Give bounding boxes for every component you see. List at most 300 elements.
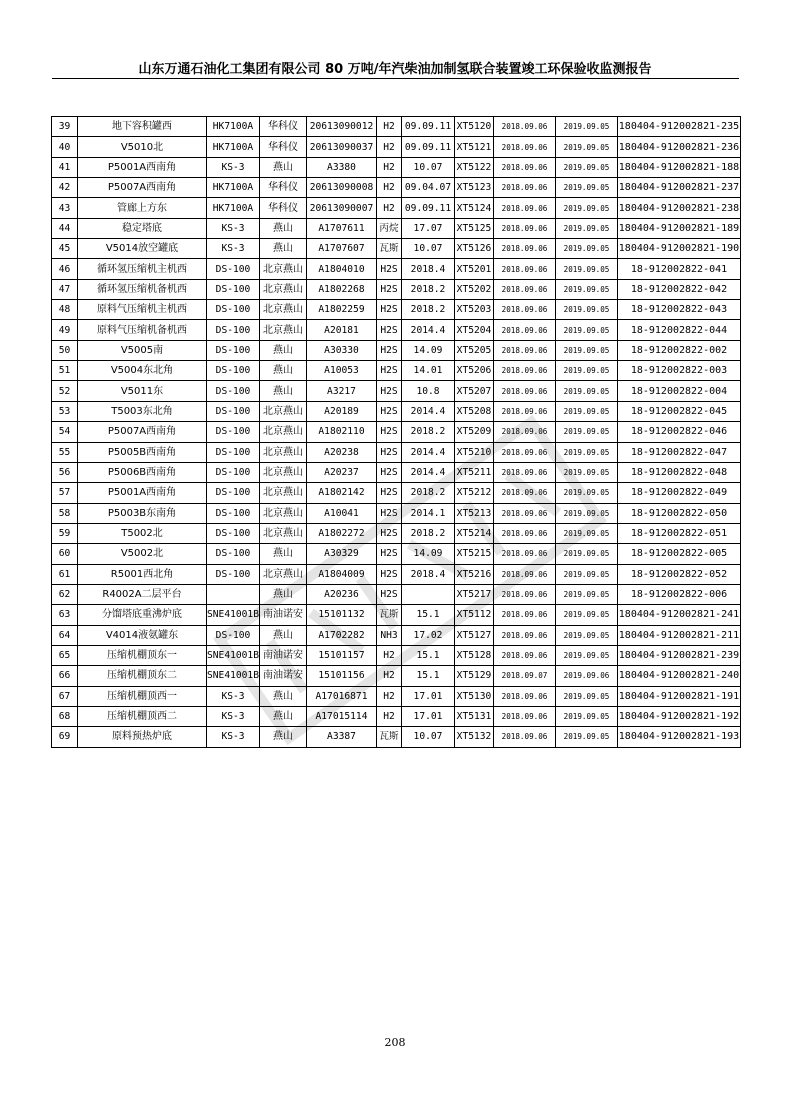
certificate-number-cell: 18-912002822-004 [618, 381, 741, 401]
certificate-number-cell: 18-912002822-002 [618, 340, 741, 360]
monitor-location-cell: P5007A西南角 [78, 178, 207, 198]
gas-type-cell: H2S [377, 340, 402, 360]
row-number-cell: 65 [52, 645, 78, 665]
detector-model-cell: KS-3 [207, 686, 260, 706]
gas-type-cell: H2S [377, 442, 402, 462]
serial-number-cell: A1802110 [307, 422, 377, 442]
gas-type-cell: H2 [377, 686, 402, 706]
monitor-location-cell: V5005南 [78, 340, 207, 360]
tag-number-cell: XT5120 [455, 117, 494, 137]
calibration-date-cell: 2018.09.06 [494, 401, 556, 421]
tag-number-cell: XT5201 [455, 259, 494, 279]
certificate-number-cell: 180404-912002821-190 [618, 239, 741, 259]
manufacture-date-cell: 10.07 [402, 239, 455, 259]
monitor-location-cell: 循环氢压缩机主机西 [78, 259, 207, 279]
manufacture-date-cell: 15.1 [402, 666, 455, 686]
valid-until-cell: 2019.09.05 [556, 422, 618, 442]
detector-model-cell: DS-100 [207, 279, 260, 299]
manufacturer-cell: 北京燕山 [260, 442, 307, 462]
table-row [52, 462, 741, 482]
serial-number-cell: A3387 [307, 727, 377, 747]
gas-type-cell: H2S [377, 381, 402, 401]
manufacturer-cell: 北京燕山 [260, 564, 307, 584]
monitor-location-cell: 原料气压缩机备机西 [78, 320, 207, 340]
valid-until-cell: 2019.09.05 [556, 300, 618, 320]
detector-model-cell: DS-100 [207, 442, 260, 462]
valid-until-cell: 2019.09.05 [556, 178, 618, 198]
monitor-location-cell: 稳定塔底 [78, 218, 207, 238]
tag-number-cell: XT5126 [455, 239, 494, 259]
detector-model-cell: DS-100 [207, 259, 260, 279]
table-row [52, 564, 741, 584]
manufacture-date-cell: 2018.2 [402, 523, 455, 543]
monitor-location-cell: 分馏塔底重沸炉底 [78, 605, 207, 625]
row-number-cell: 47 [52, 279, 78, 299]
table-row [52, 605, 741, 625]
detector-model-cell: DS-100 [207, 320, 260, 340]
certificate-number-cell: 180404-912002821-240 [618, 666, 741, 686]
calibration-date-cell: 2018.09.06 [494, 483, 556, 503]
gas-type-cell: H2S [377, 544, 402, 564]
monitor-location-cell: 压缩机棚顶西一 [78, 686, 207, 706]
row-number-cell: 46 [52, 259, 78, 279]
certificate-number-cell: 18-912002822-045 [618, 401, 741, 421]
detector-model-cell: KS-3 [207, 218, 260, 238]
manufacturer-cell: 华科仪 [260, 117, 307, 137]
certificate-number-cell: 180404-912002821-193 [618, 727, 741, 747]
detector-model-cell: SNE41001B [207, 605, 260, 625]
manufacture-date-cell: 14.09 [402, 340, 455, 360]
tag-number-cell: XT5216 [455, 564, 494, 584]
certificate-number-cell: 180404-912002821-191 [618, 686, 741, 706]
manufacturer-cell: 北京燕山 [260, 422, 307, 442]
serial-number-cell: A10041 [307, 503, 377, 523]
tag-number-cell: XT5121 [455, 137, 494, 157]
tag-number-cell: XT5214 [455, 523, 494, 543]
manufacturer-cell: 北京燕山 [260, 259, 307, 279]
detector-model-cell: KS-3 [207, 706, 260, 726]
tag-number-cell: XT5215 [455, 544, 494, 564]
tag-number-cell: XT5204 [455, 320, 494, 340]
certificate-number-cell: 18-912002822-046 [618, 422, 741, 442]
calibration-date-cell: 2018.09.06 [494, 117, 556, 137]
certificate-number-cell: 180404-912002821-188 [618, 157, 741, 177]
monitor-location-cell: V5004东北角 [78, 361, 207, 381]
manufacture-date-cell: 09.09.11 [402, 137, 455, 157]
manufacturer-cell: 北京燕山 [260, 300, 307, 320]
gas-type-cell: H2S [377, 462, 402, 482]
calibration-date-cell: 2018.09.06 [494, 503, 556, 523]
gas-type-cell: H2S [377, 401, 402, 421]
row-number-cell: 39 [52, 117, 78, 137]
manufacture-date-cell: 2018.2 [402, 483, 455, 503]
monitor-location-cell: 压缩机棚顶东二 [78, 666, 207, 686]
tag-number-cell: XT5128 [455, 645, 494, 665]
valid-until-cell: 2019.09.05 [556, 320, 618, 340]
manufacturer-cell: 燕山 [260, 706, 307, 726]
manufacturer-cell: 北京燕山 [260, 401, 307, 421]
detector-model-cell: DS-100 [207, 503, 260, 523]
row-number-cell: 60 [52, 544, 78, 564]
monitor-location-cell: V4014液氨罐东 [78, 625, 207, 645]
detector-model-cell: HK7100A [207, 178, 260, 198]
gas-type-cell: H2 [377, 198, 402, 218]
serial-number-cell: A20189 [307, 401, 377, 421]
certificate-number-cell: 180404-912002821-192 [618, 706, 741, 726]
valid-until-cell: 2019.09.05 [556, 361, 618, 381]
calibration-date-cell: 2018.09.06 [494, 198, 556, 218]
certificate-number-cell: 180404-912002821-237 [618, 178, 741, 198]
table-row [52, 320, 741, 340]
manufacturer-cell: 北京燕山 [260, 523, 307, 543]
serial-number-cell: A1707607 [307, 239, 377, 259]
gas-detector-table-container [51, 116, 740, 748]
manufacturer-cell: 华科仪 [260, 178, 307, 198]
manufacturer-cell: 华科仪 [260, 137, 307, 157]
calibration-date-cell: 2018.09.06 [494, 584, 556, 604]
calibration-date-cell: 2018.09.06 [494, 544, 556, 564]
serial-number-cell: 20613090008 [307, 178, 377, 198]
manufacture-date-cell: 09.09.11 [402, 198, 455, 218]
manufacturer-cell: 燕山 [260, 584, 307, 604]
gas-type-cell: H2S [377, 503, 402, 523]
calibration-date-cell: 2018.09.06 [494, 645, 556, 665]
row-number-cell: 58 [52, 503, 78, 523]
manufacture-date-cell: 14.01 [402, 361, 455, 381]
table-row [52, 625, 741, 645]
row-number-cell: 45 [52, 239, 78, 259]
calibration-date-cell: 2018.09.06 [494, 605, 556, 625]
certificate-number-cell: 180404-912002821-238 [618, 198, 741, 218]
tag-number-cell: XT5127 [455, 625, 494, 645]
valid-until-cell: 2019.09.05 [556, 381, 618, 401]
manufacture-date-cell: 2018.4 [402, 564, 455, 584]
table-row [52, 483, 741, 503]
monitor-location-cell: V5002北 [78, 544, 207, 564]
manufacture-date-cell: 2014.4 [402, 442, 455, 462]
detector-model-cell: HK7100A [207, 117, 260, 137]
monitor-location-cell: V5011东 [78, 381, 207, 401]
detector-model-cell: KS-3 [207, 239, 260, 259]
serial-number-cell: 15101156 [307, 666, 377, 686]
row-number-cell: 41 [52, 157, 78, 177]
detector-model-cell: KS-3 [207, 727, 260, 747]
calibration-date-cell: 2018.09.06 [494, 625, 556, 645]
certificate-number-cell: 18-912002822-047 [618, 442, 741, 462]
row-number-cell: 52 [52, 381, 78, 401]
monitor-location-cell: P5001A西南角 [78, 157, 207, 177]
tag-number-cell: XT5125 [455, 218, 494, 238]
manufacture-date-cell: 17.02 [402, 625, 455, 645]
manufacturer-cell: 燕山 [260, 381, 307, 401]
valid-until-cell: 2019.09.05 [556, 727, 618, 747]
gas-type-cell: H2 [377, 178, 402, 198]
table-row [52, 178, 741, 198]
header-rule [52, 78, 739, 79]
row-number-cell: 66 [52, 666, 78, 686]
tag-number-cell: XT5123 [455, 178, 494, 198]
gas-type-cell: H2 [377, 645, 402, 665]
table-row [52, 137, 741, 157]
manufacture-date-cell: 2014.4 [402, 320, 455, 340]
monitor-location-cell: T5003东北角 [78, 401, 207, 421]
calibration-date-cell: 2018.09.07 [494, 666, 556, 686]
table-row [52, 198, 741, 218]
table-row [52, 361, 741, 381]
gas-type-cell: H2S [377, 320, 402, 340]
certificate-number-cell: 18-912002822-041 [618, 259, 741, 279]
certificate-number-cell: 180404-912002821-235 [618, 117, 741, 137]
table-row [52, 706, 741, 726]
table-row [52, 645, 741, 665]
serial-number-cell: 15101132 [307, 605, 377, 625]
monitor-location-cell: 管廊上方东 [78, 198, 207, 218]
row-number-cell: 56 [52, 462, 78, 482]
detector-model-cell: SNE41001B [207, 666, 260, 686]
tag-number-cell: XT5130 [455, 686, 494, 706]
detector-model-cell: DS-100 [207, 381, 260, 401]
gas-type-cell: H2 [377, 666, 402, 686]
manufacture-date-cell: 09.09.11 [402, 117, 455, 137]
detector-model-cell: DS-100 [207, 422, 260, 442]
manufacture-date-cell: 17.01 [402, 686, 455, 706]
manufacturer-cell: 燕山 [260, 727, 307, 747]
manufacturer-cell: 北京燕山 [260, 462, 307, 482]
serial-number-cell: A3217 [307, 381, 377, 401]
manufacturer-cell: 北京燕山 [260, 503, 307, 523]
table-row [52, 157, 741, 177]
valid-until-cell: 2019.09.05 [556, 584, 618, 604]
valid-until-cell: 2019.09.05 [556, 279, 618, 299]
row-number-cell: 61 [52, 564, 78, 584]
table-row [52, 218, 741, 238]
valid-until-cell: 2019.09.05 [556, 483, 618, 503]
monitor-location-cell: 地下容积罐西 [78, 117, 207, 137]
tag-number-cell: XT5124 [455, 198, 494, 218]
tag-number-cell: XT5207 [455, 381, 494, 401]
tag-number-cell: XT5209 [455, 422, 494, 442]
monitor-location-cell: 压缩机棚顶西二 [78, 706, 207, 726]
valid-until-cell: 2019.09.05 [556, 137, 618, 157]
table-row [52, 381, 741, 401]
gas-type-cell: H2S [377, 300, 402, 320]
certificate-number-cell: 180404-912002821-241 [618, 605, 741, 625]
tag-number-cell: XT5129 [455, 666, 494, 686]
manufacture-date-cell: 2018.2 [402, 279, 455, 299]
serial-number-cell: 15101157 [307, 645, 377, 665]
table-row [52, 340, 741, 360]
calibration-date-cell: 2018.09.06 [494, 320, 556, 340]
manufacturer-cell: 燕山 [260, 625, 307, 645]
gas-type-cell: H2S [377, 279, 402, 299]
gas-type-cell: H2S [377, 259, 402, 279]
valid-until-cell: 2019.09.05 [556, 686, 618, 706]
valid-until-cell: 2019.09.05 [556, 523, 618, 543]
serial-number-cell: A1802142 [307, 483, 377, 503]
manufacture-date-cell: 10.07 [402, 157, 455, 177]
row-number-cell: 44 [52, 218, 78, 238]
valid-until-cell: 2019.09.05 [556, 117, 618, 137]
manufacture-date-cell: 10.07 [402, 727, 455, 747]
tag-number-cell: XT5217 [455, 584, 494, 604]
manufacture-date-cell: 15.1 [402, 645, 455, 665]
certificate-number-cell: 18-912002822-044 [618, 320, 741, 340]
manufacture-date-cell: 2018.2 [402, 300, 455, 320]
tag-number-cell: XT5212 [455, 483, 494, 503]
table-row [52, 503, 741, 523]
calibration-date-cell: 2018.09.06 [494, 178, 556, 198]
valid-until-cell: 2019.09.05 [556, 259, 618, 279]
certificate-number-cell: 180404-912002821-211 [618, 625, 741, 645]
table-row [52, 300, 741, 320]
gas-type-cell: H2 [377, 157, 402, 177]
manufacturer-cell: 北京燕山 [260, 320, 307, 340]
table-row [52, 523, 741, 543]
manufacturer-cell: 燕山 [260, 544, 307, 564]
valid-until-cell: 2019.09.05 [556, 625, 618, 645]
calibration-date-cell: 2018.09.06 [494, 361, 556, 381]
detector-model-cell: HK7100A [207, 198, 260, 218]
table-row [52, 259, 741, 279]
manufacturer-cell: 燕山 [260, 157, 307, 177]
monitor-location-cell: V5014放空罐底 [78, 239, 207, 259]
table-body [52, 117, 741, 748]
certificate-number-cell: 18-912002822-048 [618, 462, 741, 482]
tag-number-cell: XT5122 [455, 157, 494, 177]
table-row [52, 401, 741, 421]
valid-until-cell: 2019.09.05 [556, 564, 618, 584]
certificate-number-cell: 180404-912002821-239 [618, 645, 741, 665]
valid-until-cell: 2019.09.05 [556, 503, 618, 523]
certificate-number-cell: 18-912002822-043 [618, 300, 741, 320]
manufacturer-cell: 燕山 [260, 361, 307, 381]
calibration-date-cell: 2018.09.06 [494, 442, 556, 462]
serial-number-cell: A1802259 [307, 300, 377, 320]
detector-model-cell: SNE41001B [207, 645, 260, 665]
calibration-date-cell: 2018.09.06 [494, 340, 556, 360]
manufacture-date-cell: 10.8 [402, 381, 455, 401]
manufacture-date-cell: 09.04.07 [402, 178, 455, 198]
serial-number-cell: A1702282 [307, 625, 377, 645]
tag-number-cell: XT5132 [455, 727, 494, 747]
certificate-number-cell: 18-912002822-006 [618, 584, 741, 604]
detector-model-cell [207, 584, 260, 604]
serial-number-cell: A3380 [307, 157, 377, 177]
serial-number-cell: 20613090012 [307, 117, 377, 137]
manufacture-date-cell: 2014.4 [402, 462, 455, 482]
valid-until-cell: 2019.09.05 [556, 401, 618, 421]
gas-type-cell: 丙烷 [377, 218, 402, 238]
manufacture-date-cell [402, 584, 455, 604]
manufacturer-cell: 北京燕山 [260, 483, 307, 503]
monitor-location-cell: P5005B西南角 [78, 442, 207, 462]
gas-type-cell: H2 [377, 137, 402, 157]
certificate-number-cell: 18-912002822-042 [618, 279, 741, 299]
gas-type-cell: H2 [377, 117, 402, 137]
gas-type-cell: H2S [377, 564, 402, 584]
gas-type-cell: 瓦斯 [377, 605, 402, 625]
table-row [52, 544, 741, 564]
valid-until-cell: 2019.09.05 [556, 340, 618, 360]
detector-model-cell: DS-100 [207, 300, 260, 320]
monitor-location-cell: 原料气压缩机主机西 [78, 300, 207, 320]
row-number-cell: 50 [52, 340, 78, 360]
tag-number-cell: XT5203 [455, 300, 494, 320]
serial-number-cell: A17015114 [307, 706, 377, 726]
tag-number-cell: XT5211 [455, 462, 494, 482]
detector-model-cell: HK7100A [207, 137, 260, 157]
valid-until-cell: 2019.09.05 [556, 706, 618, 726]
valid-until-cell: 2019.09.05 [556, 605, 618, 625]
serial-number-cell: 20613090037 [307, 137, 377, 157]
table-row [52, 442, 741, 462]
manufacture-date-cell: 2014.1 [402, 503, 455, 523]
tag-number-cell: XT5206 [455, 361, 494, 381]
calibration-date-cell: 2018.09.06 [494, 157, 556, 177]
gas-type-cell: H2S [377, 483, 402, 503]
monitor-location-cell: 原料预热炉底 [78, 727, 207, 747]
serial-number-cell: A1707611 [307, 218, 377, 238]
tag-number-cell: XT5112 [455, 605, 494, 625]
gas-detector-table [51, 116, 741, 748]
serial-number-cell: A1804010 [307, 259, 377, 279]
calibration-date-cell: 2018.09.06 [494, 259, 556, 279]
row-number-cell: 62 [52, 584, 78, 604]
serial-number-cell: A1802268 [307, 279, 377, 299]
certificate-number-cell: 180404-912002821-236 [618, 137, 741, 157]
row-number-cell: 59 [52, 523, 78, 543]
gas-type-cell: H2S [377, 523, 402, 543]
manufacturer-cell: 燕山 [260, 686, 307, 706]
manufacturer-cell: 南油诺安 [260, 605, 307, 625]
calibration-date-cell: 2018.09.06 [494, 564, 556, 584]
detector-model-cell: DS-100 [207, 462, 260, 482]
serial-number-cell: A10053 [307, 361, 377, 381]
table-row [52, 686, 741, 706]
gas-type-cell: H2 [377, 706, 402, 726]
valid-until-cell: 2019.09.05 [556, 157, 618, 177]
gas-type-cell: 瓦斯 [377, 727, 402, 747]
monitor-location-cell: V5010北 [78, 137, 207, 157]
manufacture-date-cell: 14.09 [402, 544, 455, 564]
serial-number-cell: A1804009 [307, 564, 377, 584]
manufacturer-cell: 南油诺安 [260, 645, 307, 665]
row-number-cell: 64 [52, 625, 78, 645]
detector-model-cell: DS-100 [207, 544, 260, 564]
certificate-number-cell: 18-912002822-050 [618, 503, 741, 523]
certificate-number-cell: 18-912002822-003 [618, 361, 741, 381]
calibration-date-cell: 2018.09.06 [494, 300, 556, 320]
detector-model-cell: DS-100 [207, 340, 260, 360]
calibration-date-cell: 2018.09.06 [494, 706, 556, 726]
detector-model-cell: DS-100 [207, 401, 260, 421]
manufacture-date-cell: 2018.4 [402, 259, 455, 279]
tag-number-cell: XT5213 [455, 503, 494, 523]
detector-model-cell: DS-100 [207, 625, 260, 645]
manufacture-date-cell: 2018.2 [402, 422, 455, 442]
gas-type-cell: 瓦斯 [377, 239, 402, 259]
serial-number-cell: A17016871 [307, 686, 377, 706]
manufacture-date-cell: 2014.4 [402, 401, 455, 421]
certificate-number-cell: 18-912002822-049 [618, 483, 741, 503]
table-row [52, 117, 741, 137]
valid-until-cell: 2019.09.05 [556, 198, 618, 218]
serial-number-cell: A20181 [307, 320, 377, 340]
table-row [52, 422, 741, 442]
manufacture-date-cell: 15.1 [402, 605, 455, 625]
calibration-date-cell: 2018.09.06 [494, 462, 556, 482]
detector-model-cell: DS-100 [207, 483, 260, 503]
